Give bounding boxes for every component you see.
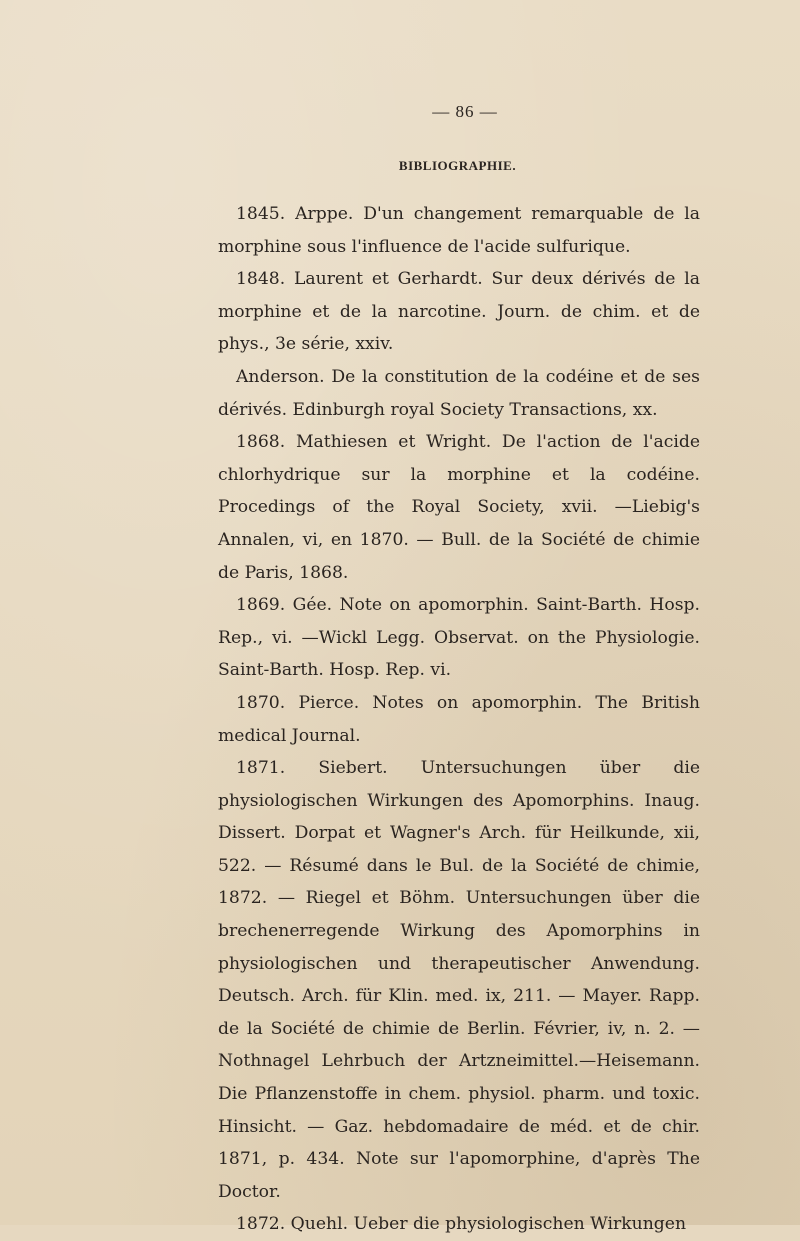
section-title: BIBLIOGRAPHIE. <box>398 158 517 173</box>
bibliography-entry-1871: 1871. Siebert. Untersuchungen über die physiologischen Wirkungen des Apomorphins. Inaug. Dissert. Dorpat et Wagner's Arch. für Heilkunde, xii, 522. — Résumé dans le Bul. de la Société de chimie, 1872. — Riegel et Böhm. Untersuchungen über die brechenerregende Wirkung des Apomorphins in physiologischen und therapeutischer Anwendung. Deutsch. Arch. für Klin. med. ix, 211. — Mayer. Rapp. de la Société de chimie de Berlin. Février, iv, n. 2. — Nothnagel Lehrbuch der Artzneimittel.—Heisemann. Die Pflanzenstoffe in chem. physiol. pharm. und toxic. Hinsicht. — Gaz. hebdomadaire de méd. et de chir. 1871, p. 434. Note sur l'apomorphine, d'après The Doctor. <box>218 758 700 1202</box>
bibliography-entry-anderson: Anderson. De la constitution de la codéine et de ses dérivés. Edinburgh royal Society Transactions, xx. <box>218 366 700 420</box>
bibliography-entry-1848: 1848. Laurent et Gerhardt. Sur deux dérivés de la morphine et de la narcotine. Journ. de chim. et de phys., 3e série, xxiv. <box>218 269 700 355</box>
bibliography-entry-1870: 1870. Pierce. Notes on apomorphin. The British medical Journal. <box>218 692 700 746</box>
bibliography-entry-1845: 1845. Arppe. D'un changement remarquable de la morphine sous l'influence de l'acide sulfurique. <box>218 204 700 257</box>
bibliography-entry-1868: 1868. Mathiesen et Wright. De l'action de l'acide chlorhydrique sur la morphine et la codéine. Procedings of the Royal Society, xvii. —Liebig's Annalen, vi, en 1870. — Bull. de la Société de chimie de Paris, 1868. <box>218 432 700 583</box>
bibliography-list <box>218 198 700 1241</box>
bibliography-entry-1872: 1872. Quehl. Ueber die physiologischen Wirkungen <box>236 1214 687 1235</box>
bibliography-entry-1869: 1869. Gée. Note on apomorphin. Saint-Barth. Hosp. Rep., vi. —Wickl Legg. Observat. on the Physiologie. Saint-Barth. Hosp. Rep. vi. <box>218 595 700 681</box>
page-number: — 86 — <box>432 102 498 121</box>
